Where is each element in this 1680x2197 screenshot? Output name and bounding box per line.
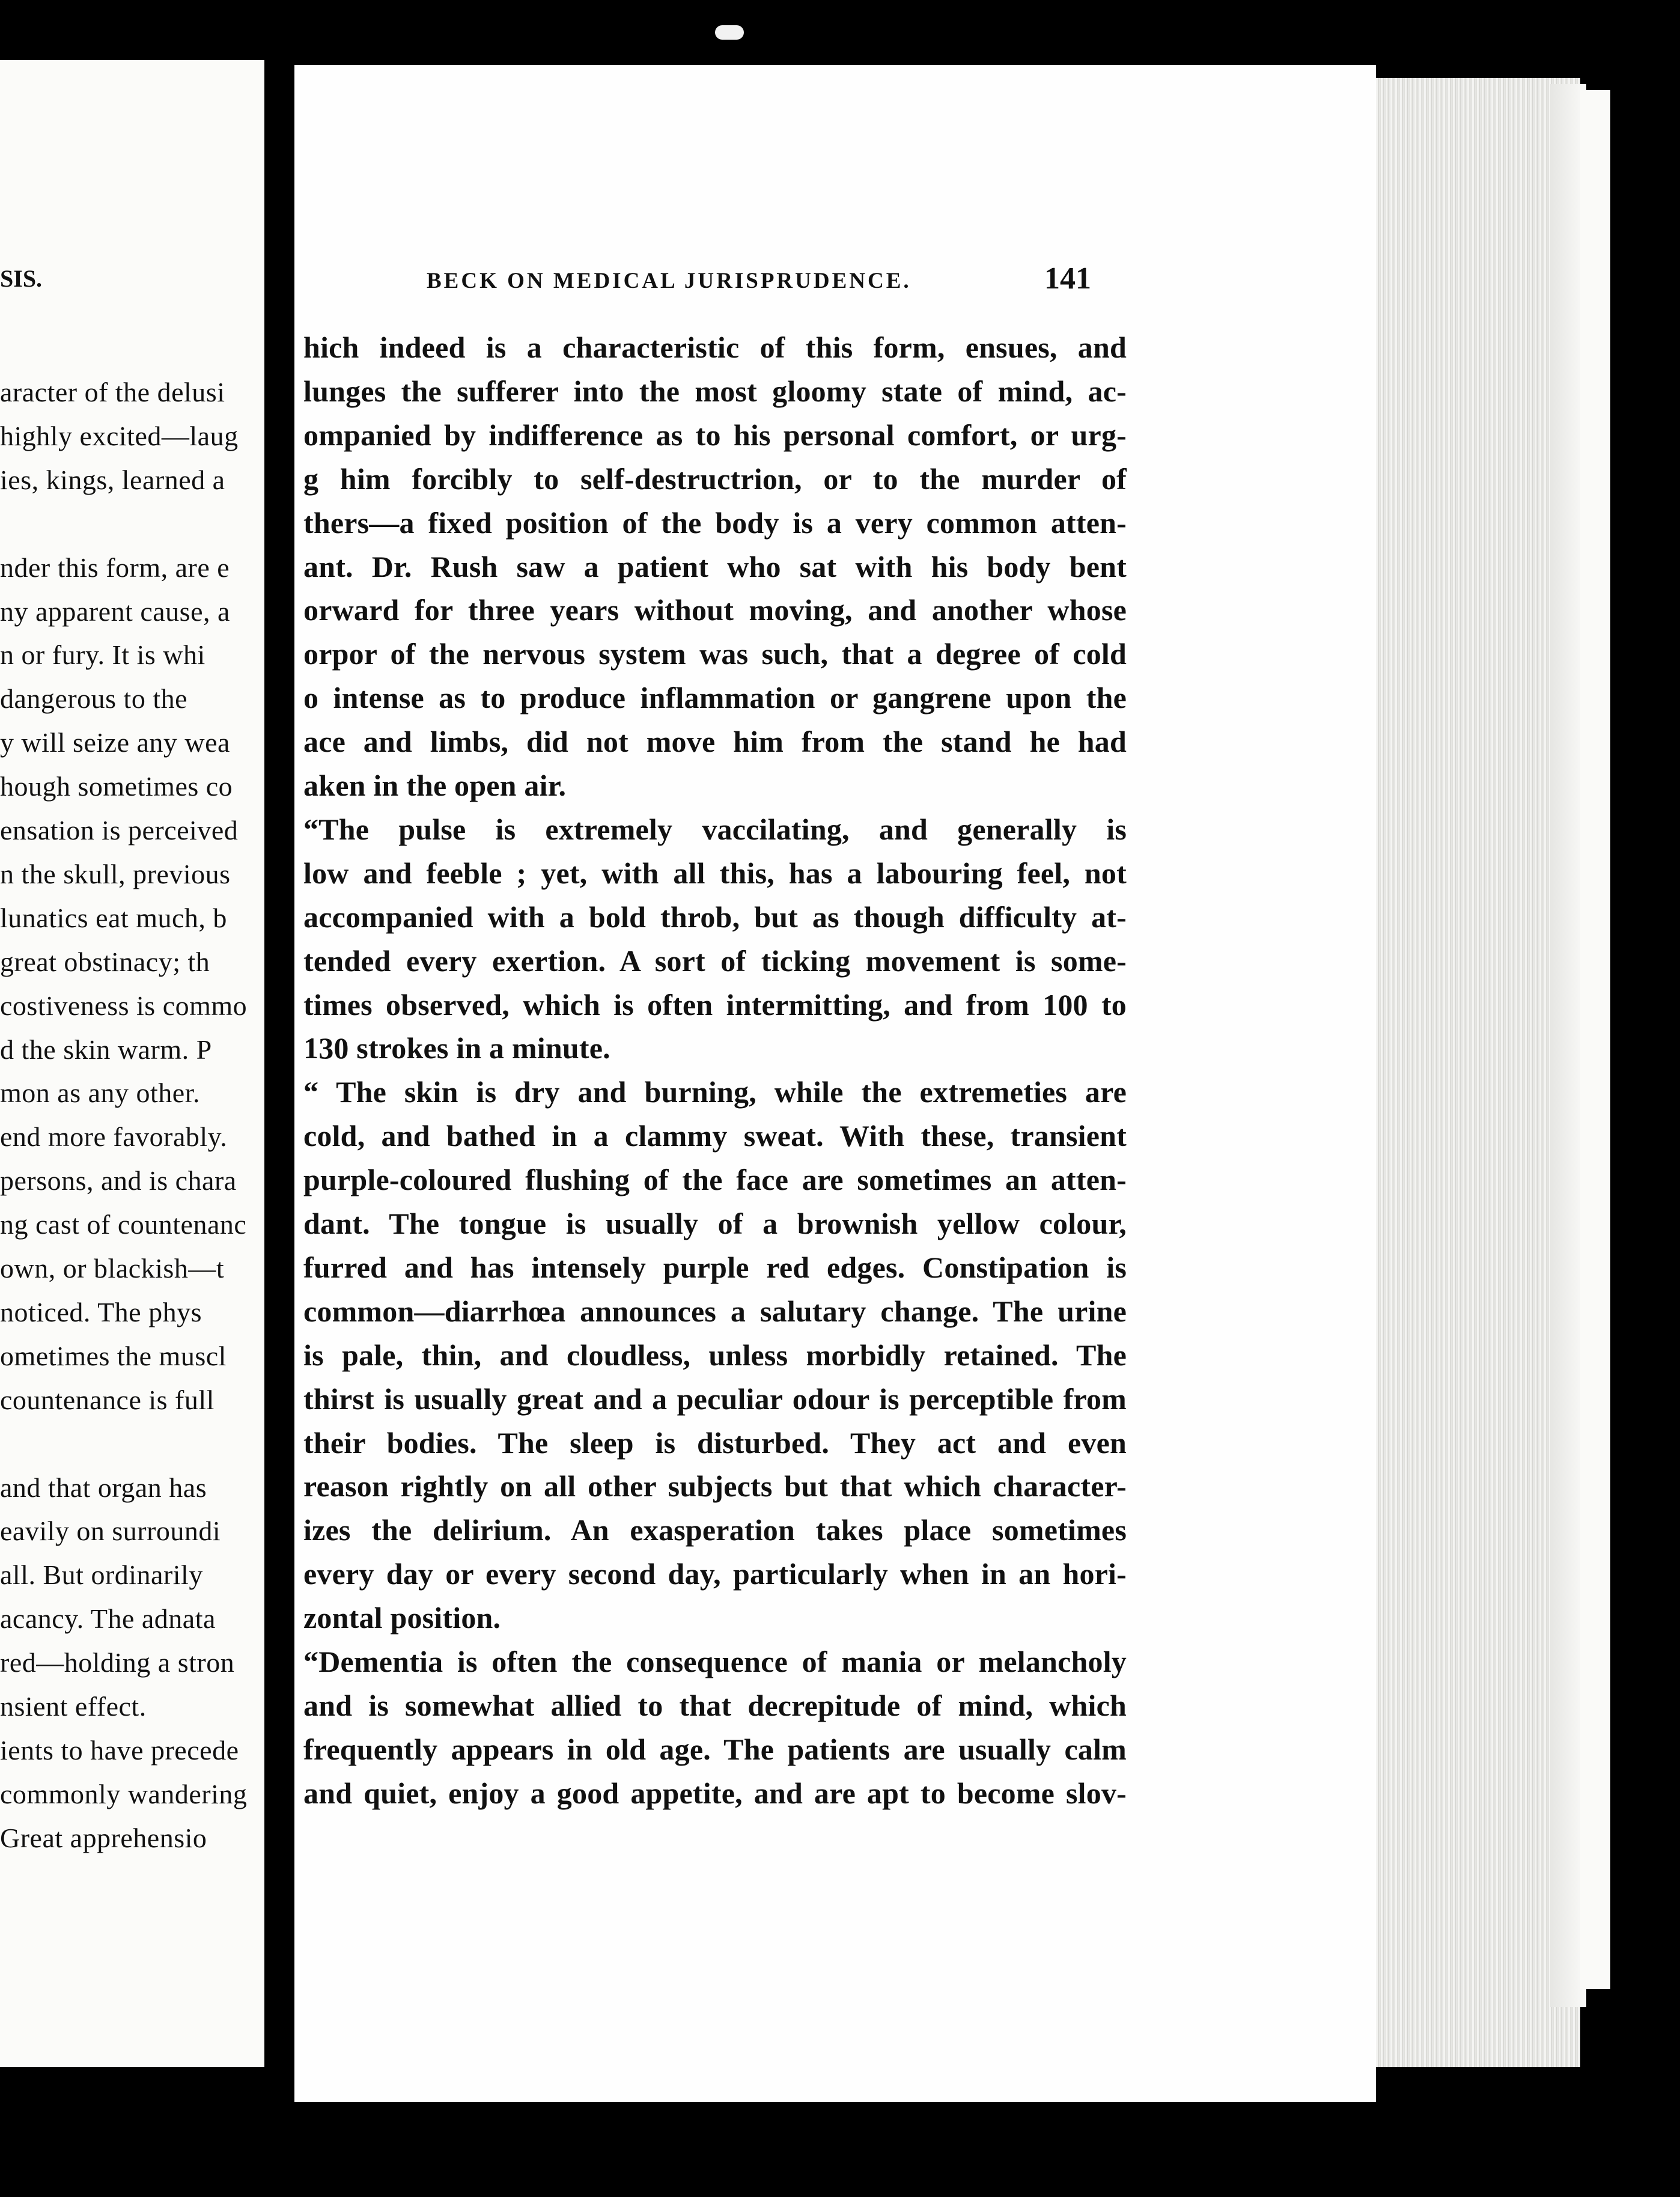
- text-line: orward for three years without moving, and another whose: [303, 593, 1127, 627]
- text-line: dant. The tongue is usually of a brownish yellow colour,: [303, 1207, 1127, 1240]
- text-line: g him forcibly to self-destructrion, or to the murder of: [303, 462, 1127, 496]
- text-line: furred and has intensely purple red edges. Constipation is: [303, 1250, 1127, 1284]
- text-line: is pale, thin, and cloudless, unless morbidly retained. The: [303, 1338, 1127, 1372]
- left-page-header: SIS.: [0, 265, 43, 292]
- text-line: “The pulse is extremely vaccilating, and generally is: [303, 812, 1127, 846]
- page-number: 141: [1044, 261, 1091, 296]
- text-line: every day or every second day, particularly when in an hori-: [303, 1557, 1127, 1591]
- text-line: lunges the sufferer into the most gloomy state of mind, ac-: [303, 374, 1127, 408]
- page-edges: [1376, 78, 1580, 2067]
- text-line: ant. Dr. Rush saw a patient who sat with his body bent: [303, 549, 1127, 584]
- left-text-line: y will seize any wea: [0, 727, 230, 758]
- left-text-line: ients to have precede: [0, 1734, 239, 1766]
- left-text-line: n the skull, previous: [0, 858, 231, 889]
- left-facing-page: [0, 60, 267, 2067]
- left-text-line: Great apprehensio: [0, 1822, 207, 1853]
- text-line: purple-coloured flushing of the face are sometimes an atten-: [303, 1163, 1127, 1197]
- text-line: “Dementia is often the consequence of mania or melancholy: [303, 1645, 1127, 1678]
- left-text-line: eavily on surroundi: [0, 1516, 221, 1547]
- left-text-line: lunatics eat much, b: [0, 902, 227, 933]
- left-text-line: hough sometimes co: [0, 771, 233, 802]
- text-line: zontal position.: [303, 1601, 501, 1635]
- text-line: orpor of the nervous system was such, that a degree of cold: [303, 637, 1127, 671]
- text-line: ompanied by indifference as to his personal comfort, or urg-: [303, 418, 1127, 452]
- text-line: times observed, which is often intermitting, and from 100 to: [303, 987, 1127, 1022]
- left-text-line: d the skin warm. P: [0, 1034, 212, 1065]
- text-line: tended every exertion. A sort of ticking movement is some-: [303, 943, 1127, 978]
- left-text-line: nsient effect.: [0, 1691, 147, 1722]
- text-line: 130 strokes in a minute.: [303, 1031, 610, 1065]
- left-text-line: own, or blackish—t: [0, 1253, 225, 1284]
- left-text-line: ng cast of countenanc: [0, 1209, 247, 1240]
- left-text-line: acancy. The adnata: [0, 1603, 216, 1635]
- text-line: low and feeble ; yet, with all this, has a labouring feel, not: [303, 856, 1127, 890]
- left-text-line: all. But ordinarily: [0, 1559, 203, 1591]
- left-text-line: noticed. The phys: [0, 1296, 202, 1327]
- left-text-line: highly excited—laug: [0, 420, 239, 451]
- left-text-line: aracter of the delusi: [0, 377, 225, 407]
- left-text-line: nder this form, are e: [0, 552, 230, 583]
- text-line: thers—a fixed position of the body is a very common atten-: [303, 505, 1127, 540]
- text-line: izes the delirium. An exasperation takes place sometimes: [303, 1513, 1127, 1547]
- text-line: and quiet, enjoy a good appetite, and are apt to become slov-: [303, 1776, 1127, 1810]
- text-line: aken in the open air.: [303, 769, 567, 802]
- text-line: reason rightly on all other subjects but that which character-: [303, 1469, 1127, 1504]
- left-text-line: great obstinacy; th: [0, 946, 210, 977]
- left-text-line: ny apparent cause, a: [0, 596, 230, 627]
- text-line: frequently appears in old age. The patients are usually calm: [303, 1732, 1127, 1766]
- top-edge-mark: [715, 25, 744, 40]
- left-text-line: end more favorably.: [0, 1121, 228, 1153]
- left-text-line: countenance is full: [0, 1384, 215, 1415]
- left-text-line: and that organ has: [0, 1472, 207, 1503]
- text-line: hich indeed is a characteristic of this form, ensues, and: [303, 331, 1127, 364]
- left-text-line: commonly wandering: [0, 1778, 248, 1809]
- text-line: thirst is usually great and a peculiar odour is perceptible from: [303, 1382, 1127, 1416]
- text-line: their bodies. The sleep is disturbed. They act and even: [303, 1425, 1127, 1460]
- left-text-line: costiveness is commo: [0, 990, 248, 1021]
- left-text-line: red—holding a stron: [0, 1647, 235, 1678]
- text-line: accompanied with a bold throb, but as though difficulty at-: [303, 900, 1127, 934]
- text-line: ace and limbs, did not move him from the stand he had: [303, 725, 1127, 759]
- left-text-line: mon as any other.: [0, 1077, 200, 1109]
- text-line: o intense as to produce inflammation or gangrene upon the: [303, 681, 1127, 715]
- text-line: cold, and bathed in a clammy sweat. With these, transient: [303, 1119, 1127, 1153]
- left-text-line: persons, and is chara: [0, 1165, 237, 1196]
- left-text-line: dangerous to the: [0, 683, 188, 715]
- left-text-line: ometimes the muscl: [0, 1340, 227, 1371]
- left-text-line: ensation is perceived: [0, 815, 239, 846]
- cover-edge: [1580, 90, 1610, 1989]
- running-head: BECK ON MEDICAL JURISPRUDENCE.: [427, 269, 912, 293]
- text-line: common—diarrhœa announces a salutary change. The urine: [303, 1294, 1127, 1328]
- left-text-line: ies, kings, learned a: [0, 464, 225, 495]
- text-line: “ The skin is dry and burning, while the extremeties are: [303, 1075, 1127, 1109]
- text-line: and is somewhat allied to that decrepitude of mind, which: [303, 1688, 1127, 1722]
- left-text-line: n or fury. It is whi: [0, 639, 205, 671]
